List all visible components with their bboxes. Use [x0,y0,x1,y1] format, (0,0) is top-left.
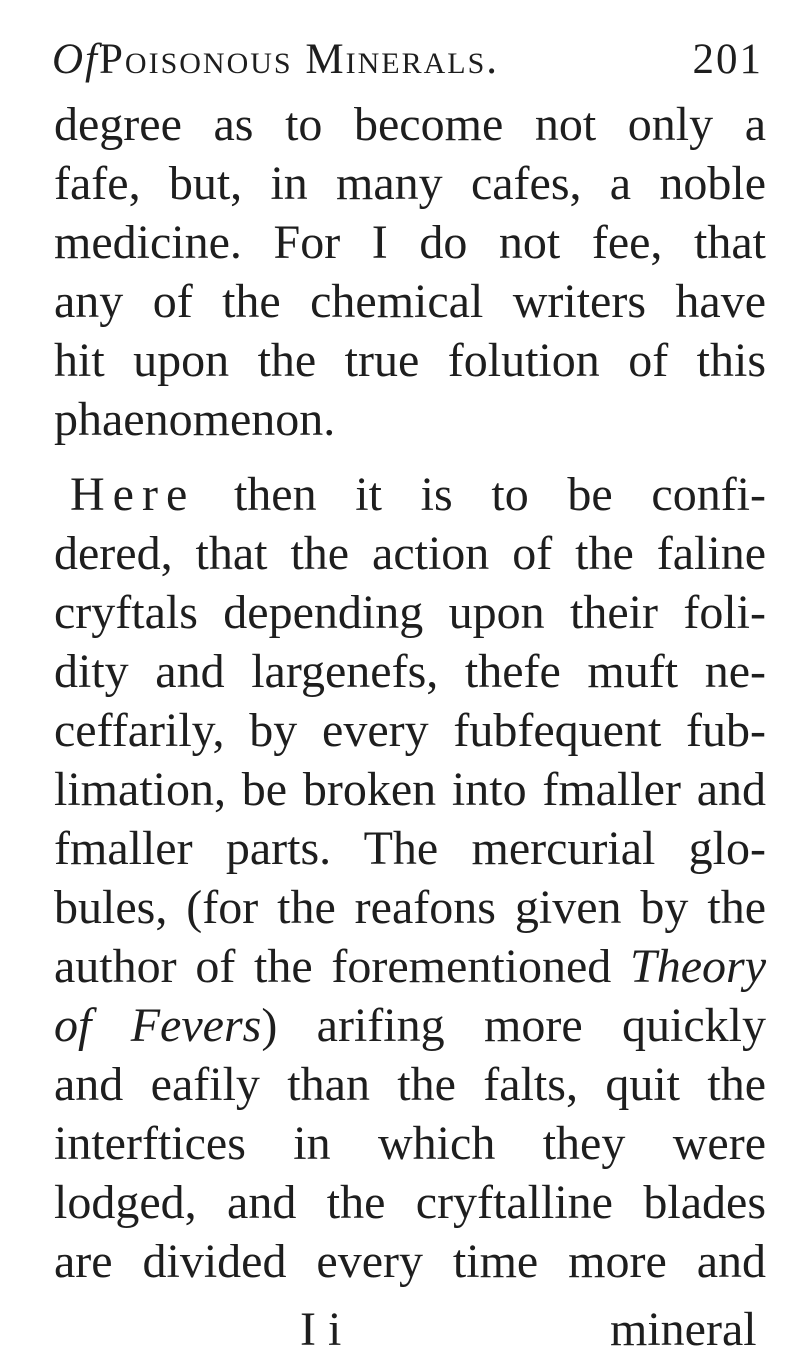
text-line-mixed [54,996,766,1056]
signature-mark: I i [300,1303,342,1356]
text-line: any of the chemical writers have [54,275,766,328]
paragraph-opening-text: then it is to be confi- [195,468,766,521]
text-line: bules, (for the reafons given by the [54,881,766,934]
text-line: hit upon the true folution of this [54,334,766,387]
running-head-title: Poisonous Minerals. [99,36,499,83]
text-line: limation, be broken into fmaller and [54,763,766,816]
text-line: and eafily than the falts, quit the [54,1058,766,1111]
text-line: interftices in which they were [54,1117,766,1170]
text-line: fmaller parts. The mercurial glo- [54,822,766,875]
text-line: cryftals depending upon their foli- [54,586,766,639]
paragraph-lead-word: Here [70,468,196,521]
text-segment: ) arifing more quickly [261,999,766,1052]
page-number: 201 [692,36,763,83]
text-segment-italic: of Fevers [54,999,262,1052]
text-line: ceffarily, by every fubfequent fub- [54,704,766,757]
text-line-italic: phaenomenon. [54,393,336,446]
catchword: mineral [610,1303,757,1356]
running-head [52,30,771,90]
text-segment-italic: Theory [630,940,766,993]
text-line: fafe, but, in many cafes, a noble [54,157,766,210]
text-line: dity and largenefs, thefe muft ne- [54,645,766,698]
text-line: lodged, and the cryftalline blades [54,1176,766,1229]
text-line-mixed [54,937,766,997]
text-line: dered, that the action of the faline [54,527,766,580]
text-segment: author of the forementioned [54,940,631,993]
paragraph-opening-line [70,465,766,525]
text-line: are divided every time more and [54,1235,766,1288]
text-line: medicine. For I do not fee, that [54,216,766,269]
text-line: degree as to become not only a [54,98,766,151]
running-head-of: Of [52,36,99,83]
